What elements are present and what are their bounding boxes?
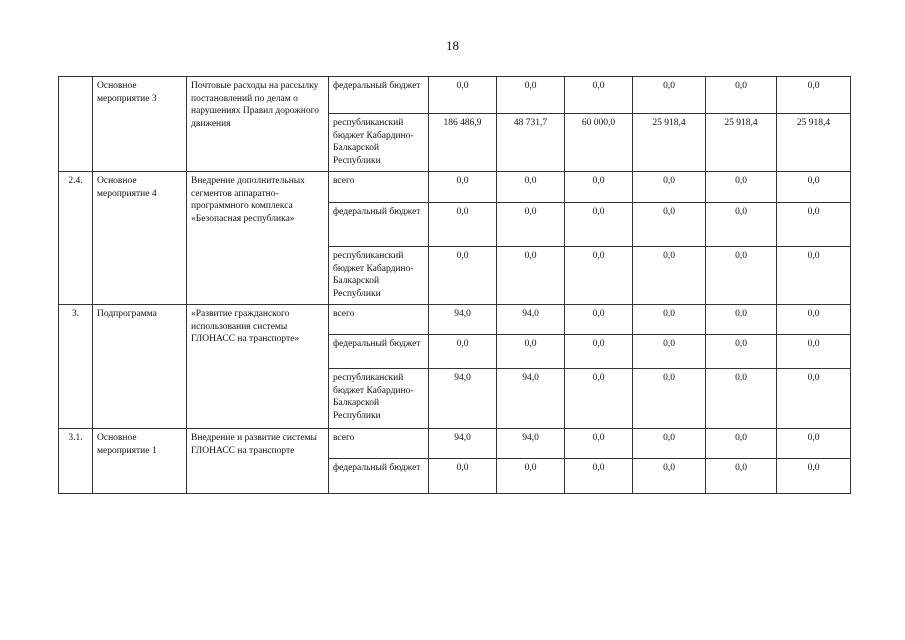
- amount-cell: 0,0: [777, 369, 851, 429]
- amount-cell: 0,0: [429, 335, 497, 369]
- amount-cell: 0,0: [565, 369, 633, 429]
- amount-cell: 0,0: [429, 459, 497, 494]
- row-number: 2.4.: [59, 172, 93, 305]
- activity-type: Основное мероприятие 3: [93, 77, 187, 172]
- amount-cell: 0,0: [429, 77, 497, 114]
- funding-source: всего: [329, 305, 429, 335]
- amount-cell: 0,0: [706, 429, 777, 459]
- funding-source: федеральный бюджет: [329, 77, 429, 114]
- amount-cell: 0,0: [633, 305, 706, 335]
- amount-cell: 0,0: [706, 247, 777, 305]
- amount-cell: 0,0: [777, 335, 851, 369]
- amount-cell: 0,0: [633, 335, 706, 369]
- funding-source: республиканский бюджет Кабардино-Балкарской Республики: [329, 114, 429, 172]
- amount-cell: 0,0: [633, 77, 706, 114]
- amount-cell: 0,0: [565, 459, 633, 494]
- amount-cell: 0,0: [777, 305, 851, 335]
- amount-cell: 0,0: [777, 247, 851, 305]
- amount-cell: 0,0: [497, 247, 565, 305]
- amount-cell: 0,0: [633, 459, 706, 494]
- amount-cell: 94,0: [497, 429, 565, 459]
- amount-cell: 0,0: [633, 172, 706, 203]
- activity-name: Внедрение дополнительных сегментов аппаратно-программного комплекса «Безопасная республика»: [187, 172, 329, 305]
- table-row: [59, 305, 851, 335]
- amount-cell: 0,0: [706, 335, 777, 369]
- activity-type: Подпрограмма: [93, 305, 187, 429]
- funding-source: республиканский бюджет Кабардино-Балкарской Республики: [329, 369, 429, 429]
- amount-cell: 94,0: [429, 369, 497, 429]
- activity-name: Внедрение и развитие системы ГЛОНАСС на транспорте: [187, 429, 329, 494]
- funding-source: федеральный бюджет: [329, 203, 429, 247]
- amount-cell: 0,0: [429, 247, 497, 305]
- amount-cell: 0,0: [565, 172, 633, 203]
- funding-source: республиканский бюджет Кабардино-Балкарской Республики: [329, 247, 429, 305]
- amount-cell: 0,0: [777, 203, 851, 247]
- amount-cell: 0,0: [565, 247, 633, 305]
- activity-name: «Развитие гражданского использования системы ГЛОНАСС на транспорте»: [187, 305, 329, 429]
- page-number: 18: [446, 38, 459, 53]
- funding-source: федеральный бюджет: [329, 335, 429, 369]
- amount-cell: 0,0: [633, 247, 706, 305]
- amount-cell: 0,0: [633, 203, 706, 247]
- funding-source: всего: [329, 429, 429, 459]
- amount-cell: 0,0: [777, 77, 851, 114]
- amount-cell: 0,0: [497, 77, 565, 114]
- amount-cell: 0,0: [706, 369, 777, 429]
- amount-cell: 60 000,0: [565, 114, 633, 172]
- amount-cell: 0,0: [777, 459, 851, 494]
- amount-cell: 94,0: [429, 429, 497, 459]
- amount-cell: 48 731,7: [497, 114, 565, 172]
- activity-name: Почтовые расходы на рассылку постановлений по делам о нарушениях Правил дорожного движения: [187, 77, 329, 172]
- amount-cell: 94,0: [429, 305, 497, 335]
- amount-cell: 0,0: [497, 172, 565, 203]
- amount-cell: 0,0: [633, 369, 706, 429]
- amount-cell: 0,0: [777, 172, 851, 203]
- amount-cell: 0,0: [565, 203, 633, 247]
- activity-type: Основное мероприятие 4: [93, 172, 187, 305]
- amount-cell: 0,0: [565, 335, 633, 369]
- amount-cell: 0,0: [497, 459, 565, 494]
- amount-cell: 0,0: [497, 335, 565, 369]
- table-row: [59, 172, 851, 203]
- amount-cell: 0,0: [777, 429, 851, 459]
- amount-cell: 0,0: [565, 429, 633, 459]
- amount-cell: 25 918,4: [706, 114, 777, 172]
- amount-cell: 25 918,4: [777, 114, 851, 172]
- amount-cell: 0,0: [706, 305, 777, 335]
- table-row: [59, 429, 851, 459]
- funding-source: всего: [329, 172, 429, 203]
- amount-cell: 25 918,4: [633, 114, 706, 172]
- amount-cell: 94,0: [497, 305, 565, 335]
- amount-cell: 0,0: [633, 429, 706, 459]
- table-body: [59, 77, 851, 494]
- amount-cell: 0,0: [497, 203, 565, 247]
- amount-cell: 0,0: [706, 459, 777, 494]
- amount-cell: 0,0: [706, 203, 777, 247]
- amount-cell: 0,0: [706, 77, 777, 114]
- activity-type: Основное мероприятие 1: [93, 429, 187, 494]
- row-number: 3.: [59, 305, 93, 429]
- amount-cell: 0,0: [429, 172, 497, 203]
- funding-source: федеральный бюджет: [329, 459, 429, 494]
- amount-cell: 94,0: [497, 369, 565, 429]
- budget-table: [58, 76, 851, 494]
- amount-cell: 0,0: [565, 305, 633, 335]
- row-number: 3.1.: [59, 429, 93, 494]
- amount-cell: 186 486,9: [429, 114, 497, 172]
- amount-cell: 0,0: [565, 77, 633, 114]
- amount-cell: 0,0: [706, 172, 777, 203]
- row-number: [59, 77, 93, 172]
- table-row: [59, 77, 851, 114]
- amount-cell: 0,0: [429, 203, 497, 247]
